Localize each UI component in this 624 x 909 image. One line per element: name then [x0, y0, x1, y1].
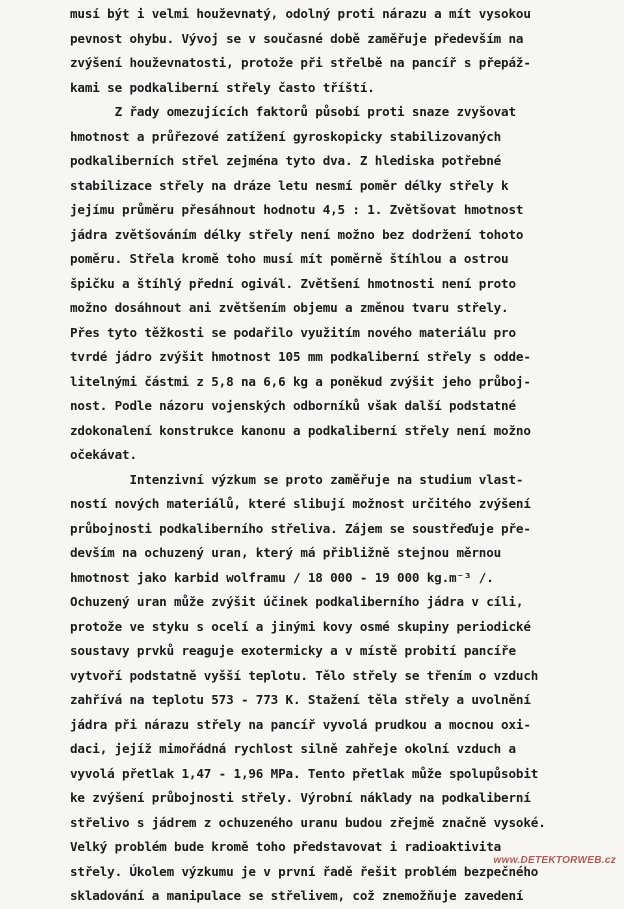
text-line: jádra zvětšováním délky střely není možno bez dodržení tohoto: [70, 226, 524, 242]
text-line: vyvolá přetlak 1,47 - 1,96 MPa. Tento přetlak může spolupůsobit: [70, 765, 539, 781]
text-line: vytvoří podstatně vyšší teplotu. Tělo střely se třením o vzduch: [70, 667, 539, 683]
text-line: jejímu průměru přesáhnout hodnotu 4,5 : 1. Zvětšovat hmotnost: [70, 202, 524, 217]
text-line: hmotnost jako karbid wolframu / 18 000 - 19 000 kg.m⁻³ /.: [70, 569, 494, 585]
text-line: Velký problém bude kromě toho představovat i radioaktivita: [70, 839, 502, 854]
text-line: průbojnosti podkaliberního střeliva. Zájem se soustřeďuje pře-: [70, 520, 531, 536]
text-line: zvýšení houževnatosti, protože při střelbě na pancíř s přepáž-: [70, 55, 531, 70]
text-line: Přes tyto těžkosti se podařilo využitím nového materiálu pro: [70, 324, 516, 340]
text-line: jádra při nárazu střely na pancíř vyvolá prudkou a mocnou oxi-: [70, 716, 531, 732]
text-line: nost. Podle názoru vojenských odborníků však další podstatné: [70, 398, 516, 413]
text-line: poměru. Střela kromě toho musí mít poměrně štíhlou a ostrou: [70, 251, 509, 266]
text-line: stabilizace střely na dráze letu nesmí poměr délky střely k: [70, 177, 509, 193]
text-line: soustavy prvků reaguje exotermicky a v místě probití pancíře: [70, 643, 516, 658]
watermark: www.DETEKTORWEB.cz: [493, 855, 616, 866]
text-line: možno dosáhnout ani zvětšením objemu a změnou tvaru střely.: [70, 300, 509, 315]
text-line: Intenzivní výzkum se proto zaměřuje na studium vlast-: [70, 471, 524, 487]
text-line: Ochuzený uran může zvýšit účinek podkaliberního jádra v cíli,: [70, 594, 524, 609]
document-body: [70, 2, 624, 909]
text-line: musí být i velmi houževnatý, odolný proti nárazu a mít vysokou: [70, 6, 531, 21]
text-line: podkaliberních střel zejména tyto dva. Z hlediska potřebné: [70, 153, 502, 168]
text-line: Z řady omezujících faktorů působí proti snaze zvyšovat: [70, 104, 516, 119]
text-line: tvrdé jádro zvýšit hmotnost 105 mm podkaliberní střely s odde-: [70, 349, 531, 364]
text-line: pevnost ohybu. Vývoj se v současné době zaměřuje především na: [70, 30, 524, 46]
text-line: kami se podkaliberní střely často tříští.: [70, 79, 375, 95]
text-line: ke zvýšení průbojnosti střely. Výrobní náklady na podkaliberní: [70, 790, 531, 805]
text-line: zahřívá na teplotu 573 - 773 K. Stažení těla střely a uvolnění: [70, 692, 531, 707]
text-line: zdokonalení konstrukce kanonu a podkaliberní střely není možno: [70, 422, 531, 438]
text-line: střely. Úkolem výzkumu je v první řadě řešit problém bezpečného: [70, 863, 539, 879]
text-line: litelnými částmi z 5,8 na 6,6 kg a poněkud zvýšit jeho průboj-: [70, 373, 531, 389]
text-line: daci, jejíž mimořádná rychlost silně zahřeje okolní vzduch a: [70, 741, 516, 756]
text-line: skladování a manipulace se střelivem, což znemožňuje zavedení: [70, 888, 524, 903]
text-line: ností nových materiálů, které slibují možnost určitého zvýšení: [70, 496, 531, 511]
text-line: střelivo s jádrem z ochuzeného uranu budou zřejmě značně vysoké.: [70, 814, 546, 830]
text-line: špičku a štíhlý přední ogivál. Zvětšení hmotnosti není proto: [70, 275, 516, 291]
text-line: protože ve styku s ocelí a jinými kovy osmé skupiny periodické: [70, 618, 531, 634]
text-line: hmotnost a průřezové zatížení gyroskopicky stabilizovaných: [70, 128, 502, 144]
text-line: očekávat.: [70, 447, 137, 462]
text-line: devším na ochuzený uran, který má přibližně stejnou měrnou: [70, 545, 502, 560]
